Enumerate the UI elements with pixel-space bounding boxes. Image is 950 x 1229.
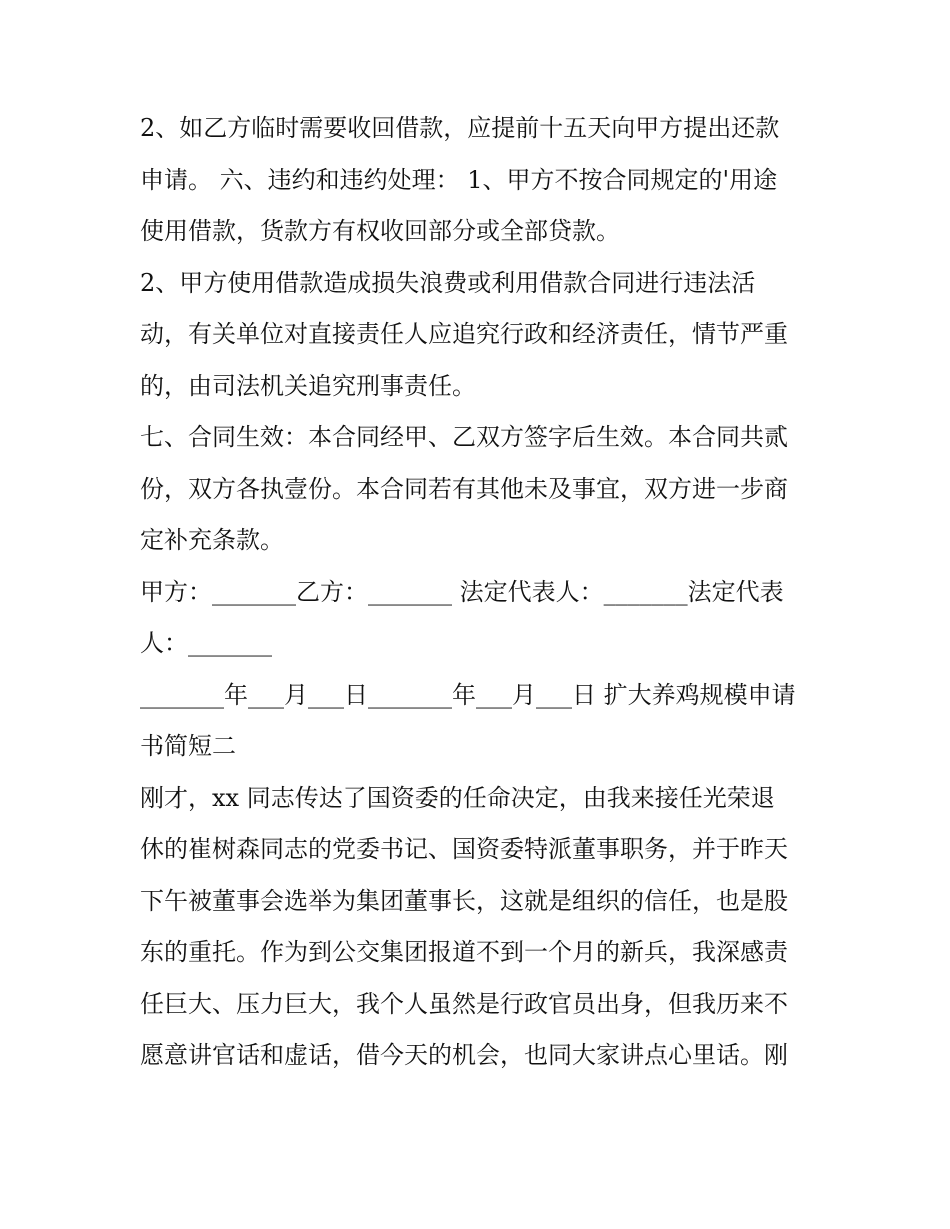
text-line: 定补充条款。 [140, 526, 284, 554]
text-line: 2、如乙方临时需要收回借款，应提前十五天向甲方提出还款 [140, 114, 780, 142]
text-line: _______年___月___日_______年___月___日 扩大养鸡规模申请 [140, 680, 796, 709]
text-line: 休的崔树森同志的党委书记、国资委特派董事职务，并于昨天 [140, 835, 788, 863]
text-line: 的，由司法机关追究刑事责任。 [140, 371, 476, 400]
text-line: 下午被董事会选举为集团董事长，这就是组织的信任，也是股 [140, 886, 788, 915]
text-line: 使用借款，货款方有权收回部分或全部贷款。 [140, 217, 620, 245]
text-line: 2、甲方使用借款造成损失浪费或利用借款合同进行违法活 [140, 268, 756, 297]
paragraph-date-and-heading [140, 670, 815, 773]
text-line: 任巨大、压力巨大，我个人虽然是行政官员出身，但我历来不 [140, 989, 788, 1018]
paragraph-speech [140, 773, 815, 1082]
paragraph-signature-fields [140, 567, 815, 670]
paragraph-violation-liability [140, 258, 815, 413]
document-body [140, 103, 815, 1082]
text-line: 愿意讲官话和虚话，借今天的机会，也同大家讲点心里话。刚 [140, 1041, 788, 1069]
text-line: 甲方：_______乙方：_______ 法定代表人：_______法定代表 [140, 577, 784, 606]
text-line: 动，有关单位对直接责任人应追究行政和经济责任，情节严重 [140, 320, 788, 348]
text-line: 份，双方各执壹份。本合同若有其他未及事宜，双方进一步商 [140, 474, 788, 503]
text-line: 人：_______ [140, 629, 272, 657]
text-line: 刚才，xx 同志传达了国资委的任命决定，由我来接任光荣退 [140, 783, 775, 812]
paragraph-contract-effective [140, 412, 815, 567]
paragraph-loan-recall [140, 103, 815, 258]
text-line: 东的重托。作为到公交集团报道不到一个月的新兵，我深感责 [140, 938, 788, 966]
text-line: 七、合同生效：本合同经甲、乙双方签字后生效。本合同共贰 [140, 423, 788, 451]
text-line: 申请。 六、违约和违约处理： 1、甲方不按合同规定的'用途 [140, 165, 778, 194]
text-line: 书简短二 [140, 732, 236, 760]
